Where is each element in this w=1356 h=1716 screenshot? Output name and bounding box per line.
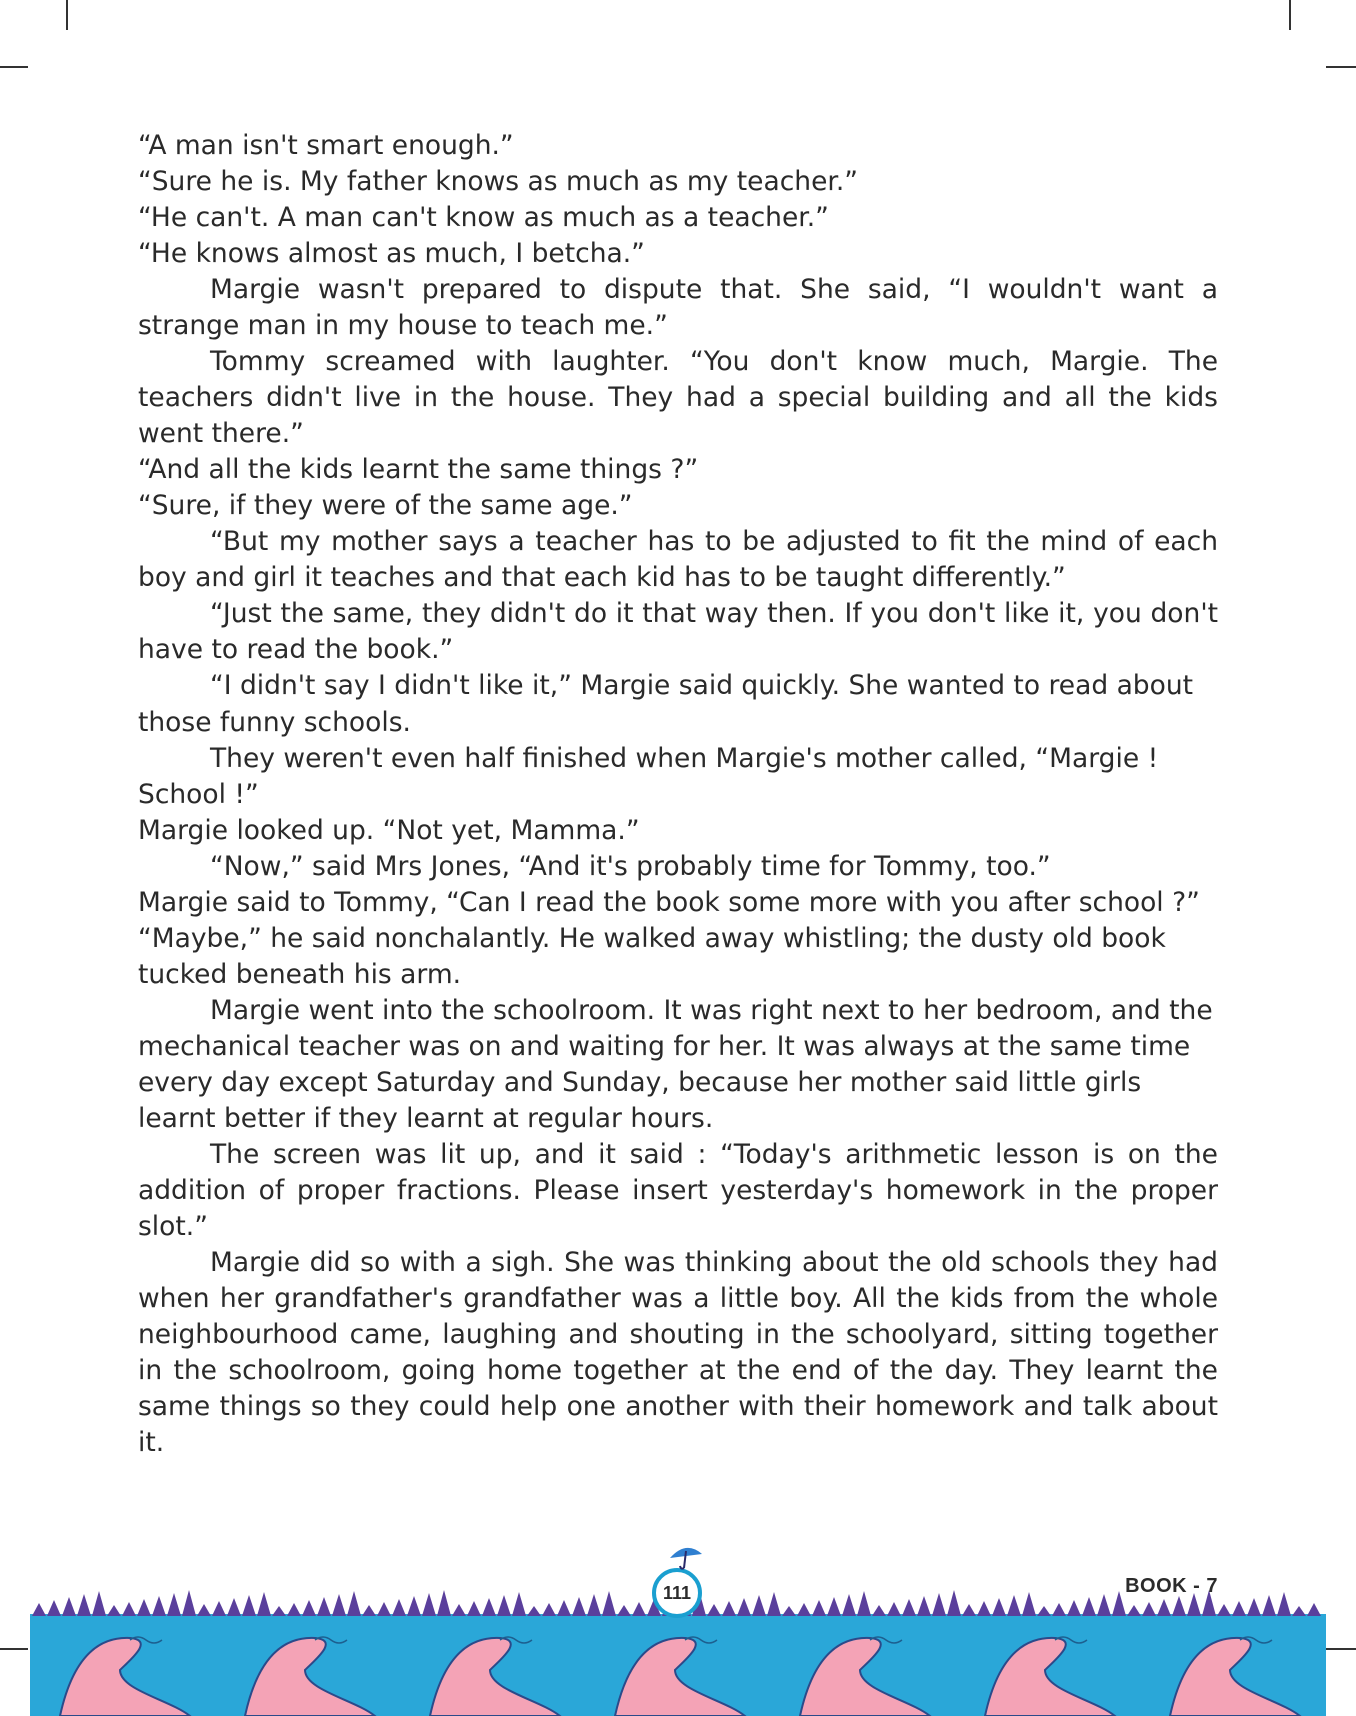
tree-shape	[152, 1596, 166, 1616]
crop-mark-top-left-h	[0, 66, 28, 68]
paragraph-7: “And all the kids learnt the same things ?”	[138, 454, 699, 486]
tree-shape	[47, 1600, 61, 1616]
paragraph-8: “Sure, if they were of the same age.”	[138, 490, 633, 522]
paragraph-3: “He can't. A man can't know as much as a teacher.”	[138, 202, 829, 234]
tree-shape	[992, 1598, 1006, 1616]
page-number-badge: 111	[652, 1568, 702, 1618]
paragraph-10: “Just the same, they didn't do it that way then. If you don't like it, you don't have to read the book.”	[138, 598, 1218, 666]
paragraph-14: “Now,” said Mrs Jones, “And it's probably time for Tommy, too.”	[210, 850, 1051, 882]
tree-shape	[1277, 1592, 1291, 1616]
tree-shape	[542, 1603, 556, 1616]
tree-shape	[857, 1591, 871, 1616]
tree-shape	[317, 1597, 331, 1616]
tree-shape	[107, 1605, 121, 1616]
tree-shape	[32, 1603, 46, 1616]
tree-shape	[1172, 1596, 1186, 1616]
tree-shape	[92, 1591, 106, 1616]
tree-shape	[782, 1606, 796, 1616]
tree-shape	[1292, 1606, 1306, 1616]
paragraph-16: “Maybe,” he said nonchalantly. He walked away whistling; the dusty old book tucked beneath his arm.	[138, 922, 1166, 990]
tree-shape	[182, 1590, 196, 1616]
tree-shape	[62, 1597, 76, 1616]
tree-shape	[302, 1600, 316, 1616]
tree-shape	[287, 1603, 301, 1616]
tree-shape	[137, 1599, 151, 1616]
tree-shape	[1127, 1605, 1141, 1616]
tree-shape	[1247, 1598, 1261, 1616]
tree-shape	[602, 1591, 616, 1616]
tree-shape	[872, 1605, 886, 1616]
tree-shape	[122, 1602, 136, 1616]
tree-shape	[962, 1604, 976, 1616]
tree-shape	[362, 1605, 376, 1616]
paragraph-11: “I didn't say I didn't like it,” Margie said quickly. She wanted to read about those funny schools.	[138, 670, 1194, 738]
tree-shape	[377, 1602, 391, 1616]
paragraph-13: Margie looked up. “Not yet, Mamma.”	[138, 814, 640, 846]
paragraph-4: “He knows almost as much, I betcha.”	[138, 238, 645, 270]
tree-shape	[797, 1603, 811, 1616]
paragraph-1: “A man isn't smart enough.”	[138, 130, 514, 161]
book-label: BOOK - 7	[1125, 1575, 1218, 1597]
crop-mark-top-right-h	[1326, 66, 1356, 68]
tree-shape	[437, 1590, 451, 1616]
paragraph-9: “But my mother says a teacher has to be adjusted to fit the mind of each boy and girl it teaches and that each kid has to be taught differently.”	[138, 526, 1218, 594]
tree-shape	[1112, 1591, 1126, 1616]
tree-shape	[197, 1604, 211, 1616]
tree-shape	[707, 1604, 721, 1616]
tree-shape	[1307, 1603, 1321, 1616]
tree-shape	[827, 1597, 841, 1616]
tree-shape	[1037, 1606, 1051, 1616]
tree-shape	[527, 1606, 541, 1616]
tree-shape	[1067, 1600, 1081, 1616]
tree-shape	[947, 1590, 961, 1616]
tree-shape	[977, 1601, 991, 1616]
tree-shape	[1007, 1595, 1021, 1616]
tree-shape	[752, 1595, 766, 1616]
tree-shape	[1022, 1592, 1036, 1616]
tree-shape	[1097, 1594, 1111, 1616]
tree-shape	[557, 1600, 571, 1616]
tree-shape	[452, 1604, 466, 1616]
tree-shape	[257, 1592, 271, 1616]
tree-shape	[497, 1595, 511, 1616]
tree-shape	[842, 1594, 856, 1616]
tree-shape	[572, 1597, 586, 1616]
tree-shape	[917, 1596, 931, 1616]
tree-shape	[1142, 1602, 1156, 1616]
tree-shape	[932, 1593, 946, 1616]
tree-shape	[167, 1593, 181, 1616]
tree-shape	[407, 1596, 421, 1616]
tree-shape	[1052, 1603, 1066, 1616]
paragraph-2: “Sure he is. My father knows as much as my teacher.”	[138, 166, 859, 198]
tree-shape	[1082, 1597, 1096, 1616]
paragraph-19: Margie did so with a sigh. She was thinking about the old schools they had when her grandfather's grandfather was a little boy. All the kids from the whole neighbourhood came, laughing and shouting in the schoolyard, sitting together in the schoolroom, going home together at the end of the day. They learnt the same things so they could help one another with their homework and talk about it.	[138, 1246, 1218, 1459]
tree-shape	[722, 1601, 736, 1616]
tree-shape	[617, 1605, 631, 1616]
tree-shape	[887, 1602, 901, 1616]
story-text	[138, 128, 1218, 1461]
paragraph-5: Margie wasn't prepared to dispute that. She said, “I wouldn't want a strange man in my house to teach me.”	[138, 274, 1218, 342]
tree-shape	[632, 1602, 646, 1616]
tree-shape	[467, 1601, 481, 1616]
umbrella-icon	[668, 1544, 704, 1570]
tree-shape	[512, 1592, 526, 1616]
tree-shape	[482, 1598, 496, 1616]
tree-shape	[1157, 1599, 1171, 1616]
crop-mark-top-left-v	[66, 0, 68, 30]
tree-shape	[812, 1600, 826, 1616]
tree-shape	[422, 1593, 436, 1616]
tree-shape	[767, 1592, 781, 1616]
tree-shape	[242, 1595, 256, 1616]
paragraph-6: Tommy screamed with laughter. “You don't know much, Margie. The teachers didn't live in the house. They had a special building and all the kids went there.”	[138, 346, 1218, 450]
tree-shape	[77, 1594, 91, 1616]
tree-shape	[737, 1598, 751, 1616]
paragraph-17: Margie went into the schoolroom. It was right next to her bedroom, and the mechanical teacher was on and waiting for her. It was always at the same time every day except Saturday and Sunday, because her mother said little girls learnt better if they learnt at regular hours.	[138, 994, 1213, 1134]
tree-shape	[392, 1599, 406, 1616]
paragraph-18: The screen was lit up, and it said : “Today's arithmetic lesson is on the addition of proper fractions. Please insert yesterday's homework in the proper slot.”	[138, 1138, 1218, 1242]
crop-mark-top-right-v	[1289, 0, 1291, 30]
tree-shape	[272, 1606, 286, 1616]
paragraph-12: They weren't even half finished when Margie's mother called, “Margie ! School !”	[138, 742, 1159, 810]
tree-shape	[1232, 1601, 1246, 1616]
tree-shape	[902, 1599, 916, 1616]
tree-shape	[227, 1598, 241, 1616]
tree-shape	[212, 1601, 226, 1616]
paragraph-15: Margie said to Tommy, “Can I read the book some more with you after school ?”	[138, 886, 1200, 918]
tree-shape	[332, 1594, 346, 1616]
tree-shape	[587, 1594, 601, 1616]
tree-shape	[1217, 1604, 1231, 1616]
tree-shape	[1262, 1595, 1276, 1616]
tree-shape	[347, 1591, 361, 1616]
